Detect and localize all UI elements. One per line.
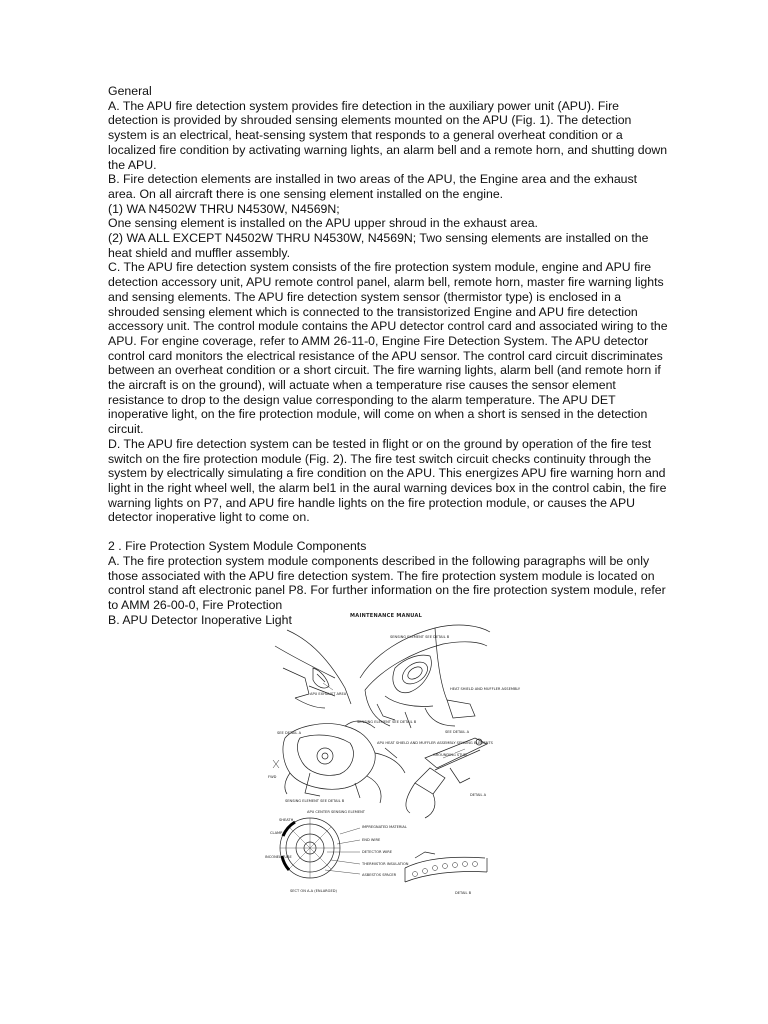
label-see-detail-a-top: SEE DETAIL A bbox=[445, 730, 470, 734]
label-impregnated-material: IMPREGNATED MATERIAL bbox=[362, 825, 407, 829]
label-sensing-element-see-detail-b-2: SENSING ELEMENT SEE DETAIL B bbox=[357, 720, 417, 724]
label-section-aa: SECT ON A-A (ENLARGED) bbox=[290, 889, 337, 893]
paragraph-general-b: B. Fire detection elements are installed in two areas of the APU, the Engine area and the exhaust area. On all aircraft there is one sensing element installed on the engine. bbox=[108, 172, 638, 201]
paragraph-general-b2: (2) WA ALL EXCEPT N4502W THRU N4530W, N4569N; Two sensing elements are installed on the heat shield and muffler assembly. bbox=[108, 231, 649, 260]
paragraph-section-2-a: A. The fire protection system module components described in the following paragraphs will be only those associated with the APU fire detection system. The fire protection system module is located on control stand aft electronic panel P8. For further information on the fire protection system module, refer to AMM 26-00-0, Fire Protection bbox=[108, 553, 666, 612]
figure-title: MAINTENANCE MANUAL bbox=[350, 613, 423, 619]
label-heat-shield-muffler: HEAT SHIELD AND MUFFLER ASSEMBLY bbox=[450, 687, 521, 691]
label-sensing-element-detail-b: SENSING ELEMENT SEE DETAIL B bbox=[390, 635, 450, 639]
label-apu-heat-shield-assembly: APU HEAT SHIELD AND MUFFLER ASSEMBLY SENSING ELEMENTS bbox=[377, 741, 493, 745]
label-detail-a: DETAIL A bbox=[470, 793, 487, 797]
label-asbestos-spacer: ASBESTOS SPACER bbox=[362, 873, 397, 877]
label-inconel-tube: INCONEL TUBE bbox=[265, 855, 292, 859]
label-clamp: CLAMP bbox=[270, 831, 283, 835]
label-grounding-stud: GROUNDING STUD bbox=[433, 753, 467, 757]
paragraph-general-d: D. The APU fire detection system can be tested in flight or on the ground by operation of the fire test switch on the fire protection module (Fig. 2). The fire test switch circuit checks continuity through the system by electrically simulating a fire condition on the APU. This energizes APU fire warning horn and light in the right wheel well, the alarm bel1 in the aural warning devices box in the control cabin, the fire warning lights on P7, and APU fire handle lights on the fire protection module, or causes the APU detector inoperative light to come on. bbox=[108, 436, 667, 525]
label-apu-center-sensing: APU CENTER SENSING ELEMENT bbox=[307, 810, 365, 814]
heading-section-2: 2 . Fire Protection System Module Components bbox=[108, 539, 367, 554]
figure-drawing bbox=[265, 608, 521, 900]
label-end-wire: END WIRE bbox=[362, 838, 381, 842]
heading-general: General bbox=[108, 84, 152, 98]
label-sensing-element-left: SENSING ELEMENT SEE DETAIL B bbox=[285, 799, 345, 803]
paragraph-general-a: A. The APU fire detection system provides fire detection in the auxiliary power unit (APU). Fire detection is provided by shrouded sensing elements mounted on the APU (Fig. 1). The detection system is an electrical, heat-sensing system that responds to a general overheat condition or a localized fire condition by activating warning lights, an alarm bell and a remote horn, and shutting down the APU. bbox=[108, 98, 668, 172]
paragraph-general-b1: (1) WA N4502W THRU N4530W, N4569N; bbox=[108, 201, 340, 216]
label-detail-b: DETAIL B bbox=[455, 891, 472, 895]
paragraph-gap bbox=[108, 525, 668, 539]
label-detector-wire: DETECTOR WIRE bbox=[362, 850, 393, 854]
label-apu-exhaust-area: APU EXHAUST AREA bbox=[310, 692, 347, 696]
document-page bbox=[108, 84, 668, 627]
paragraph-general-c: C. The APU fire detection system consists of the fire protection system module, engine and APU fire detection accessory unit, APU remote control panel, alarm bell, remote horn, master fire warning lights and sensing elements. The APU fire detection system sensor (thermistor type) is enclosed in a shrouded sensing element which is connected to the transistorized Engine and APU fire detection accessory unit. The control module contains the APU detector control card and associated wiring to the APU. For engine coverage, refer to AMM 26-11-0, Engine Fire Detection System. The APU detector control card monitors the electrical resistance of the APU sensor. The control card circuit discriminates between an overheat condition or a short circuit. The fire warning lights, alarm bell (and remote horn if the aircraft is on the ground), will actuate when a temperature rise causes the sensor element resistance to drop to the design value corresponding to the alarm temperature. The APU DET inoperative light, on the fire protection module, will come on when a short is sensed in the detection circuit. bbox=[108, 260, 668, 437]
label-fwd: FWD bbox=[268, 775, 277, 779]
apu-fire-detection-figure bbox=[265, 608, 521, 900]
paragraph-section-2-b: B. APU Detector Inoperative Light bbox=[108, 612, 292, 627]
label-sheath: SHEATH bbox=[279, 818, 294, 822]
label-see-detail-a-left: SEE DETAIL A bbox=[277, 731, 302, 735]
label-insulation: THERMISTOR INSULATION bbox=[362, 862, 409, 866]
paragraph-general-b1-text: One sensing element is installed on the APU upper shroud in the exhaust area. bbox=[108, 216, 538, 231]
